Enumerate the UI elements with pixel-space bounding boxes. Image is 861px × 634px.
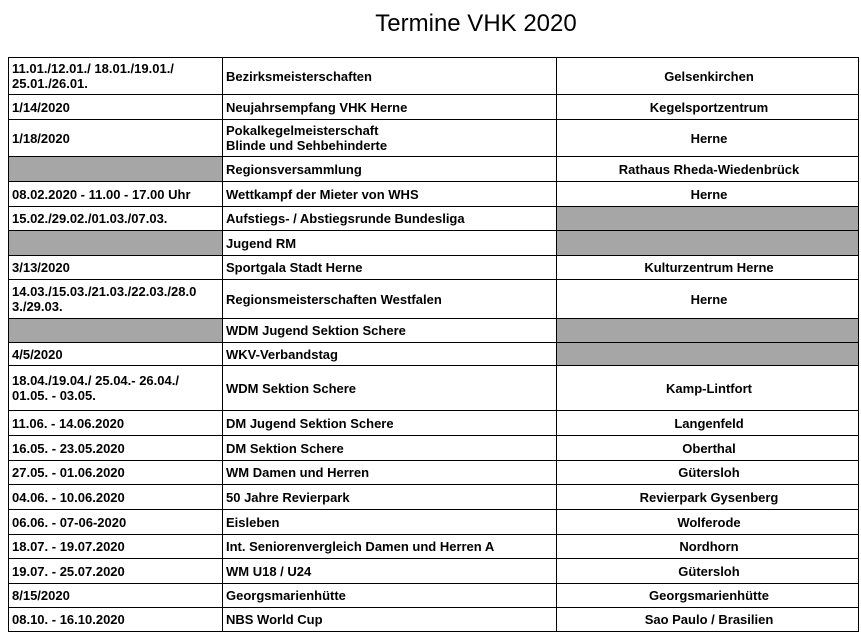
location-cell: [557, 231, 859, 256]
table-row: [9, 559, 859, 584]
event-cell: 50 Jahre Revierpark: [223, 485, 557, 510]
event-cell: Bezirksmeisterschaften: [223, 58, 557, 95]
location-cell: Revierpark Gysenberg: [557, 485, 859, 510]
table-row: [9, 584, 859, 608]
location-cell: Wolferode: [557, 510, 859, 535]
location-cell: Herne: [557, 182, 859, 207]
event-cell: WM Damen und Herren: [223, 461, 557, 485]
event-cell: WM U18 / U24: [223, 559, 557, 584]
table-row: [9, 366, 859, 411]
event-cell: DM Jugend Sektion Schere: [223, 411, 557, 436]
date-cell: 8/15/2020: [9, 584, 223, 608]
table-row: [9, 280, 859, 319]
date-cell: 4/5/2020: [9, 343, 223, 366]
location-cell: Gütersloh: [557, 559, 859, 584]
location-cell: Herne: [557, 280, 859, 319]
table-row: [9, 510, 859, 535]
event-cell: Wettkampf der Mieter von WHS: [223, 182, 557, 207]
table-row: [9, 343, 859, 366]
date-cell: 1/18/2020: [9, 120, 223, 157]
table-row: [9, 461, 859, 485]
date-cell: 1/14/2020: [9, 95, 223, 120]
location-cell: [557, 343, 859, 366]
date-cell: 19.07. - 25.07.2020: [9, 559, 223, 584]
table-row: [9, 120, 859, 157]
event-cell: Aufstiegs- / Abstiegsrunde Bundesliga: [223, 207, 557, 231]
event-cell: WDM Sektion Schere: [223, 366, 557, 411]
page-title: Termine VHK 2020: [375, 10, 577, 37]
date-cell: [9, 231, 223, 256]
location-cell: [557, 319, 859, 343]
location-cell: Langenfeld: [557, 411, 859, 436]
event-cell: WDM Jugend Sektion Schere: [223, 319, 557, 343]
schedule-table: [8, 57, 859, 632]
date-cell: [9, 157, 223, 182]
schedule-body: [9, 58, 859, 632]
date-cell: 08.02.2020 - 11.00 - 17.00 Uhr: [9, 182, 223, 207]
date-cell: 15.02./29.02./01.03./07.03.: [9, 207, 223, 231]
event-cell: Eisleben: [223, 510, 557, 535]
date-cell: 27.05. - 01.06.2020: [9, 461, 223, 485]
date-cell: 06.06. - 07-06-2020: [9, 510, 223, 535]
event-cell: Regionsversammlung: [223, 157, 557, 182]
event-cell: Neujahrsempfang VHK Herne: [223, 95, 557, 120]
date-cell: 16.05. - 23.05.2020: [9, 436, 223, 461]
table-row: [9, 231, 859, 256]
event-cell: DM Sektion Schere: [223, 436, 557, 461]
location-cell: Gelsenkirchen: [557, 58, 859, 95]
location-cell: Sao Paulo / Brasilien: [557, 608, 859, 632]
location-cell: Kamp-Lintfort: [557, 366, 859, 411]
date-cell: 08.10. - 16.10.2020: [9, 608, 223, 632]
date-cell: 14.03./15.03./21.03./22.03./28.0 3./29.03.: [9, 280, 223, 319]
date-cell: 18.04./19.04./ 25.04.- 26.04./ 01.05. - 03.05.: [9, 366, 223, 411]
location-cell: Rathaus Rheda-Wiedenbrück: [557, 157, 859, 182]
date-cell: 18.07. - 19.07.2020: [9, 535, 223, 559]
table-row: [9, 411, 859, 436]
event-cell: Georgsmarienhütte: [223, 584, 557, 608]
date-cell: 11.01./12.01./ 18.01./19.01./ 25.01./26.01.: [9, 58, 223, 95]
location-cell: Kulturzentrum Herne: [557, 256, 859, 280]
event-cell: NBS World Cup: [223, 608, 557, 632]
event-cell: Jugend RM: [223, 231, 557, 256]
location-cell: Oberthal: [557, 436, 859, 461]
date-cell: 3/13/2020: [9, 256, 223, 280]
table-row: [9, 319, 859, 343]
table-row: [9, 256, 859, 280]
event-cell: Regionsmeisterschaften Westfalen: [223, 280, 557, 319]
date-cell: 04.06. - 10.06.2020: [9, 485, 223, 510]
location-cell: Georgsmarienhütte: [557, 584, 859, 608]
event-cell: Pokalkegelmeisterschaft Blinde und Sehbehinderte: [223, 120, 557, 157]
table-row: [9, 608, 859, 632]
date-cell: 11.06. - 14.06.2020: [9, 411, 223, 436]
table-row: [9, 485, 859, 510]
location-cell: Nordhorn: [557, 535, 859, 559]
table-row: [9, 58, 859, 95]
table-row: [9, 207, 859, 231]
location-cell: Gütersloh: [557, 461, 859, 485]
table-row: [9, 157, 859, 182]
table-row: [9, 535, 859, 559]
table-row: [9, 436, 859, 461]
event-cell: Sportgala Stadt Herne: [223, 256, 557, 280]
table-row: [9, 95, 859, 120]
location-cell: Kegelsportzentrum: [557, 95, 859, 120]
event-cell: Int. Seniorenvergleich Damen und Herren A: [223, 535, 557, 559]
location-cell: Herne: [557, 120, 859, 157]
table-row: [9, 182, 859, 207]
event-cell: WKV-Verbandstag: [223, 343, 557, 366]
date-cell: [9, 319, 223, 343]
location-cell: [557, 207, 859, 231]
